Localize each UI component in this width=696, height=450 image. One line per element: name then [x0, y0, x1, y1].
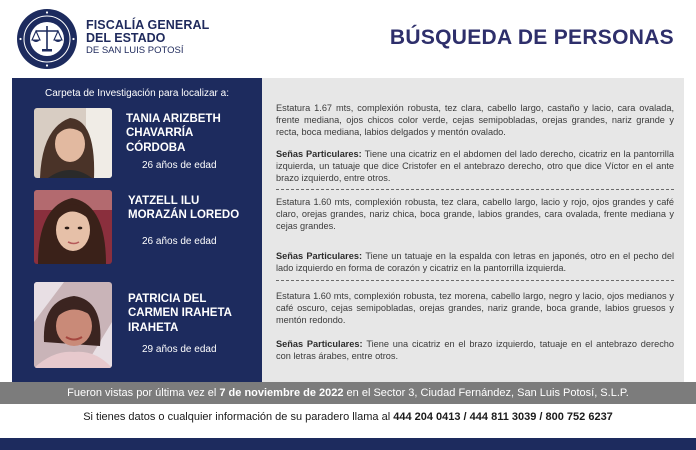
marks-text-3: Tiene una cicatriz en el brazo izquierdo, tatuaje en el antebrazo derecho con letras árabes, entre otros. — [276, 339, 675, 362]
person-marks-1 — [276, 148, 674, 184]
org-line-1: FISCALÍA GENERAL — [86, 18, 210, 32]
last-seen-date: 7 de noviembre de 2022 — [219, 387, 347, 399]
contact-prefix: Si tienes datos o cualquier información de su paradero llama al — [83, 411, 394, 423]
person-name-2-line-1: YATZELL ILU — [128, 195, 200, 207]
person-marks-3 — [276, 338, 674, 362]
header — [0, 0, 696, 76]
organization-name — [86, 19, 209, 56]
marks-label-1: Señas Particulares: — [276, 149, 365, 159]
person-age-1: 26 años de edad — [142, 160, 217, 171]
marks-text-1: Tiene una cicatriz en el abdomen del lado derecho, cicatriz en la pantorrilla izquierda, un tatuaje que dice Cristofer en el antebrazo derecho, otro que dice Víctor en el ante brazo izquierdo, entre otros. — [276, 149, 674, 184]
person-photo-2 — [34, 190, 112, 264]
last-seen-location: en el Sector 3, Ciudad Fernández, San Luis Potosí, S.L.P. — [346, 387, 629, 399]
person-name-2-line-2: MORAZÁN LOREDO — [128, 209, 240, 222]
person-photo-1 — [34, 108, 112, 178]
person-age-2: 26 años de edad — [142, 236, 217, 247]
person-marks-2 — [276, 250, 674, 274]
person-name-1-line-3: CÓRDOBA — [126, 141, 186, 154]
contact-phones: 444 204 0413 / 444 811 3039 / 800 752 6237 — [393, 411, 613, 423]
descriptions-panel — [262, 78, 684, 382]
org-line-2: DEL ESTADO — [86, 31, 166, 46]
person-name-3-line-3: IRAHETA — [128, 321, 179, 334]
separator-1 — [276, 189, 674, 190]
separator-2 — [276, 280, 674, 281]
last-seen-prefix: Fueron vistas por última vez el — [67, 387, 220, 399]
last-seen-bar — [0, 382, 696, 404]
marks-text-2: Tiene un tatuaje en la espalda con letras en japonés, otro en el pecho del lado izquierdo en forma de corazón y cicatriz en la pantorrilla izquierda. — [276, 251, 675, 274]
org-line-3: DE SAN LUIS POTOSÍ — [86, 45, 184, 57]
person-description-3: Estatura 1.60 mts, complexión robusta, tez morena, cabello largo, negro y lacio, ojos medianos y café oscuro, cejas semipobladas, orejas grandes, nariz grande, boca grande, labios gruesos y mentón redondo. — [276, 291, 674, 326]
person-description-1: Estatura 1.67 mts, complexión robusta, tez clara, cabello largo, castaño y lacio, cara ovalada, frente mediana, ojos chicos color verde, cejas semipobladas, orejas grandes, nariz grande y recta, boca mediana, labios delgados y mentón ovalado. — [276, 103, 674, 138]
person-name-1-line-1: TANIA ARIZBETH — [126, 113, 221, 125]
person-name-3-line-1: PATRICIA DEL — [128, 293, 207, 305]
person-age-3: 29 años de edad — [142, 344, 217, 355]
person-name-1 — [126, 112, 221, 155]
person-photo-3 — [34, 282, 112, 368]
person-name-2 — [128, 194, 239, 223]
bottom-stripe — [0, 438, 696, 450]
person-name-3 — [128, 292, 232, 335]
persons-panel — [12, 78, 262, 382]
marks-label-2: Señas Particulares: — [276, 251, 366, 261]
state-seal-icon — [16, 8, 78, 70]
person-name-1-line-2: CHAVARRÍA — [126, 127, 194, 140]
page-title: BÚSQUEDA DE PERSONAS — [389, 26, 674, 49]
person-description-2: Estatura 1.60 mts, complexión robusta, tez clara, cabello largo, lacio y rojo, ojos grandes y café claro, orejas grandes, nariz chica, boca grande, labios grandes, cara ovalada, frente mediana y cejas grandes. — [276, 197, 674, 232]
person-name-3-line-2: CARMEN IRAHETA — [128, 307, 232, 320]
panel-label: Carpeta de Investigación para localizar a: — [45, 88, 229, 99]
contact-bar — [0, 404, 696, 430]
marks-label-3: Señas Particulares: — [276, 339, 367, 349]
